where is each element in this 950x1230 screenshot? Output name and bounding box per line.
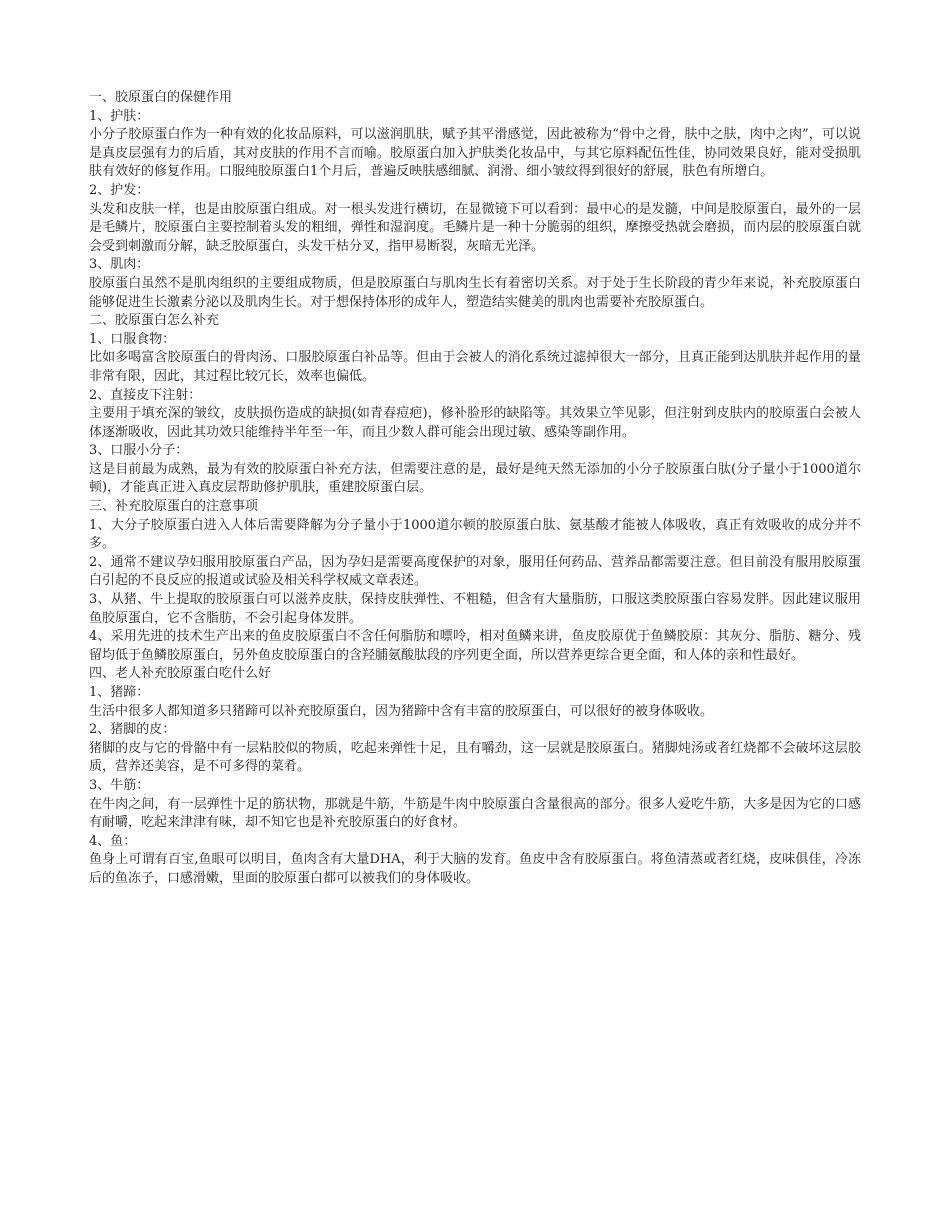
section-heading: 一、胶原蛋白的保健作用 <box>89 90 233 105</box>
subsection-heading: 1、护肤： <box>89 108 150 124</box>
section-heading: 三、补充胶原蛋白的注意事项 <box>89 499 259 515</box>
paragraph: 鱼身上可谓有百宝,鱼眼可以明目，鱼肉含有大量DHA，利于大脑的发育。鱼皮中含有胶原蛋白。将鱼清蒸或者红烧，皮味俱佳，冷冻后的鱼冻子，口感滑嫩，里面的胶原蛋白都可以被我们的身体吸收。 <box>89 852 861 886</box>
subsection-heading: 2、猪脚的皮： <box>89 722 176 738</box>
paragraph: 主要用于填充深的皱纹，皮肤损伤造成的缺损(如青春痘疤)，修补脸形的缺陷等。其效果立竿见影，但注射到皮肤内的胶原蛋白会被人体逐渐吸收，因此其功效只能维持半年至一年，而且少数人群可能会出现过敏、感染等副作用。 <box>89 406 861 440</box>
section-heading: 四、老人补充胶原蛋白吃什么好 <box>89 666 272 682</box>
paragraph: 胶原蛋白虽然不是肌肉组织的主要组成物质，但是胶原蛋白与肌肉生长有着密切关系。对于处于生长阶段的青少年来说，补充胶原蛋白能够促进生长激素分泌以及肌肉生长。对于想保持体形的成年人，塑造结实健美的肌肉也需要补充胶原蛋白。 <box>89 275 861 310</box>
subsection-heading: 1、猪蹄： <box>89 685 150 700</box>
section-heading: 二、胶原蛋白怎么补充 <box>89 313 220 329</box>
list-item: 3、从猪、牛上提取的胶原蛋白可以滋养皮肤，保持皮肤弹性、不粗糙，但含有大量脂肪，口服这类胶原蛋白容易发胖。因此建议服用鱼胶原蛋白，它不含脂肪，不会引起身体发胖。 <box>89 592 861 626</box>
paragraph: 猪脚的皮与它的骨骼中有一层粘胶似的物质，吃起来弹性十足，且有嚼劲，这一层就是胶原蛋白。猪脚炖汤或者红烧都不会破坏这层胶质，营养还美容，是不可多得的菜肴。 <box>89 740 861 775</box>
subsection-heading: 2、护发： <box>89 182 150 198</box>
document-body <box>89 89 861 889</box>
paragraph: 在牛肉之间，有一层弹性十足的筋状物，那就是牛筋，牛筋是牛肉中胶原蛋白含量很高的部分。很多人爱吃牛筋，大多是因为它的口感有耐嚼，吃起来津津有味，却不知它也是补充胶原蛋白的好食材。 <box>89 796 861 831</box>
list-item: 4、采用先进的技术生产出来的鱼皮胶原蛋白不含任何脂肪和嘌呤，相对鱼鳞来讲，鱼皮胶原优于鱼鳞胶原：其灰分、脂肪、糖分、残留均低于鱼鳞胶原蛋白，另外鱼皮胶原蛋白的含羟脯氨酸肽段的序列更全面，所以营养更综合更全面，和人体的亲和性最好。 <box>89 629 861 663</box>
paragraph: 这是目前最为成熟，最为有效的胶原蛋白补充方法，但需要注意的是，最好是纯天然无添加的小分子胶原蛋白肽(分子量小于1000道尔顿)，才能真正进入真皮层帮助修护肌肤，重建胶原蛋白层。 <box>89 461 861 496</box>
paragraph: 生活中很多人都知道多只猪蹄可以补充胶原蛋白，因为猪蹄中含有丰富的胶原蛋白，可以很好的被身体吸收。 <box>89 703 714 719</box>
subsection-heading: 3、肌肉： <box>89 257 150 273</box>
paragraph: 头发和皮肤一样，也是由胶原蛋白组成。对一根头发进行横切，在显微镜下可以看到：最中心的是发髓，中间是胶原蛋白，最外的一层是毛鳞片，胶原蛋白主要控制着头发的粗细，弹性和湿润度。毛鳞片是一种十分脆弱的组织，摩擦受热就会磨损，而内层的胶原蛋白就会受到刺激而分解，缺乏胶原蛋白，头发干枯分叉，指甲易断裂，灰暗无光泽。 <box>89 201 861 254</box>
subsection-heading: 1、口服食物： <box>89 331 176 347</box>
list-item: 2、通常不建议孕妇服用胶原蛋白产品，因为孕妇是需要高度保护的对象，服用任何药品、营养品都需要注意。但目前没有服用胶原蛋白引起的不良反应的报道或试验及相关科学权威文章表述。 <box>89 554 861 589</box>
subsection-heading: 4、鱼： <box>89 833 137 849</box>
subsection-heading: 3、牛筋： <box>89 777 150 793</box>
subsection-heading: 2、直接皮下注射： <box>89 387 202 403</box>
paragraph: 小分子胶原蛋白作为一种有效的化妆品原料，可以滋润肌肤，赋予其平滑感觉，因此被称为“骨中之骨，肤中之肤，肉中之肉”，可以说是真皮层强有力的后盾，其对皮肤的作用不言而喻。胶原蛋白加入护肤类化妆品中，与其它原料配伍性佳，协同效果良好，能对受损肌肤有效好的修复作用。口服纯胶原蛋白1个月后，普遍反映肤感细腻、润滑、细小皱纹得到很好的舒展，肤色有所增白。 <box>89 127 861 180</box>
subsection-heading: 3、口服小分子： <box>89 443 189 459</box>
paragraph: 比如多喝富含胶原蛋白的骨肉汤、口服胶原蛋白补品等。但由于会被人的消化系统过滤掉很大一部分，且真正能到达肌肤并起作用的量非常有限，因此，其过程比较冗长，效率也偏低。 <box>89 350 861 384</box>
list-item: 1、大分子胶原蛋白进入人体后需要降解为分子量小于1000道尔顿的胶原蛋白肽、氨基酸才能被人体吸收，真正有效吸收的成分并不多。 <box>89 517 861 552</box>
